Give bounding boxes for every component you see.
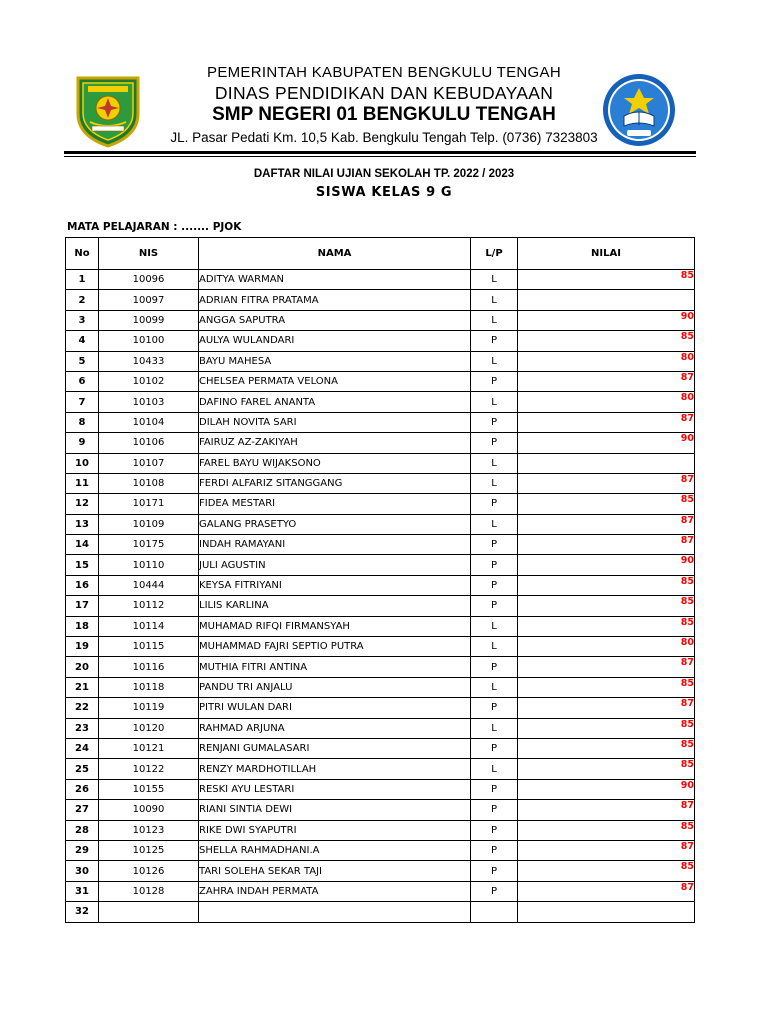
cell-no: 9 xyxy=(66,433,99,453)
cell-nis: 10171 xyxy=(99,494,199,514)
cell-no: 13 xyxy=(66,514,99,534)
cell-lp: P xyxy=(471,657,518,677)
cell-lp: L xyxy=(471,310,518,330)
cell-nis: 10104 xyxy=(99,412,199,432)
cell-nama: FERDI ALFARIZ SITANGGANG xyxy=(199,473,471,493)
government-name: PEMERINTAH KABUPATEN BENGKULU TENGAH xyxy=(207,64,561,81)
cell-nis: 10444 xyxy=(99,575,199,595)
cell-nis: 10108 xyxy=(99,473,199,493)
cell-nilai: 85 xyxy=(518,861,695,881)
cell-nama: PITRI WULAN DARI xyxy=(199,698,471,718)
cell-nama: LILIS KARLINA xyxy=(199,596,471,616)
cell-nilai xyxy=(518,902,695,922)
cell-no: 26 xyxy=(66,779,99,799)
table-row xyxy=(66,616,695,636)
table-row xyxy=(66,698,695,718)
cell-nama: JULI AGUSTIN xyxy=(199,555,471,575)
department-name: DINAS PENDIDIKAN DAN KEBUDAYAAN xyxy=(214,83,554,103)
cell-nis xyxy=(99,902,199,922)
cell-nilai: 87 xyxy=(518,840,695,860)
document-subtitle: SISWA KELAS 9 G xyxy=(315,185,453,200)
cell-no: 25 xyxy=(66,759,99,779)
cell-lp: P xyxy=(471,800,518,820)
cell-lp: P xyxy=(471,779,518,799)
cell-no: 14 xyxy=(66,535,99,555)
table-row xyxy=(66,575,695,595)
cell-nilai: 85 xyxy=(518,331,695,351)
cell-nama: FIDEA MESTARI xyxy=(199,494,471,514)
cell-no: 20 xyxy=(66,657,99,677)
table-body xyxy=(66,270,695,923)
cell-no: 2 xyxy=(66,290,99,310)
cell-nama: FAIRUZ AZ-ZAKIYAH xyxy=(199,433,471,453)
table-row xyxy=(66,433,695,453)
table-row xyxy=(66,820,695,840)
subject-line: MATA PELAJARAN : ....... PJOK xyxy=(67,221,242,233)
header-nis: NIS xyxy=(99,238,199,270)
table-row xyxy=(66,331,695,351)
cell-lp: L xyxy=(471,637,518,657)
cell-nama: CHELSEA PERMATA VELONA xyxy=(199,371,471,391)
cell-nama: RENZY MARDHOTILLAH xyxy=(199,759,471,779)
cell-nis: 10122 xyxy=(99,759,199,779)
cell-nis: 10121 xyxy=(99,738,199,758)
table-row xyxy=(66,392,695,412)
cell-nilai: 87 xyxy=(518,473,695,493)
cell-nilai: 85 xyxy=(518,596,695,616)
cell-lp: P xyxy=(471,575,518,595)
cell-nama: ADRIAN FITRA PRATAMA xyxy=(199,290,471,310)
cell-nilai: 90 xyxy=(518,310,695,330)
cell-no: 24 xyxy=(66,738,99,758)
school-address: JL. Pasar Pedati Km. 10,5 Kab. Bengkulu Tengah Telp. (0736) 7323803 xyxy=(170,130,598,145)
cell-no: 21 xyxy=(66,677,99,697)
letterhead xyxy=(0,0,768,150)
cell-no: 28 xyxy=(66,820,99,840)
table-row xyxy=(66,902,695,922)
cell-lp: L xyxy=(471,290,518,310)
cell-nilai: 87 xyxy=(518,881,695,901)
cell-lp: P xyxy=(471,820,518,840)
table-row xyxy=(66,800,695,820)
cell-lp: P xyxy=(471,698,518,718)
table-row xyxy=(66,453,695,473)
table-row xyxy=(66,596,695,616)
table-row xyxy=(66,494,695,514)
cell-nama: BAYU MAHESA xyxy=(199,351,471,371)
cell-nama: FAREL BAYU WIJAKSONO xyxy=(199,453,471,473)
cell-nama: RAHMAD ARJUNA xyxy=(199,718,471,738)
cell-nilai: 85 xyxy=(518,494,695,514)
cell-nilai: 85 xyxy=(518,270,695,290)
cell-nama: INDAH RAMAYANI xyxy=(199,535,471,555)
cell-nilai: 87 xyxy=(518,800,695,820)
cell-no: 27 xyxy=(66,800,99,820)
table-row xyxy=(66,310,695,330)
cell-nis: 10109 xyxy=(99,514,199,534)
cell-nilai xyxy=(518,453,695,473)
cell-lp xyxy=(471,902,518,922)
cell-nis: 10125 xyxy=(99,840,199,860)
cell-nis: 10112 xyxy=(99,596,199,616)
cell-lp: P xyxy=(471,494,518,514)
cell-no: 30 xyxy=(66,861,99,881)
cell-lp: L xyxy=(471,759,518,779)
cell-nis: 10100 xyxy=(99,331,199,351)
cell-no: 5 xyxy=(66,351,99,371)
cell-nilai: 90 xyxy=(518,779,695,799)
cell-nilai: 85 xyxy=(518,820,695,840)
cell-no: 23 xyxy=(66,718,99,738)
cell-lp: L xyxy=(471,616,518,636)
cell-nama: ADITYA WARMAN xyxy=(199,270,471,290)
cell-nama: RIKE DWI SYAPUTRI xyxy=(199,820,471,840)
cell-no: 18 xyxy=(66,616,99,636)
cell-nilai: 87 xyxy=(518,657,695,677)
cell-nama: PANDU TRI ANJALU xyxy=(199,677,471,697)
cell-no: 12 xyxy=(66,494,99,514)
cell-nis: 10107 xyxy=(99,453,199,473)
cell-lp: P xyxy=(471,371,518,391)
table-row xyxy=(66,759,695,779)
cell-nilai: 87 xyxy=(518,698,695,718)
table-row xyxy=(66,738,695,758)
cell-lp: L xyxy=(471,351,518,371)
cell-lp: L xyxy=(471,473,518,493)
cell-no: 15 xyxy=(66,555,99,575)
cell-nis: 10115 xyxy=(99,637,199,657)
cell-no: 1 xyxy=(66,270,99,290)
cell-nis: 10155 xyxy=(99,779,199,799)
cell-nilai: 87 xyxy=(518,412,695,432)
cell-lp: L xyxy=(471,270,518,290)
cell-nis: 10433 xyxy=(99,351,199,371)
cell-nilai: 87 xyxy=(518,514,695,534)
cell-no: 11 xyxy=(66,473,99,493)
cell-nama xyxy=(199,902,471,922)
cell-nilai: 85 xyxy=(518,718,695,738)
school-name: SMP NEGERI 01 BENGKULU TENGAH xyxy=(212,104,556,125)
cell-nis: 10126 xyxy=(99,861,199,881)
cell-nama: SHELLA RAHMADHANI.A xyxy=(199,840,471,860)
cell-nama: MUHAMAD RIFQI FIRMANSYAH xyxy=(199,616,471,636)
header-no: No xyxy=(66,238,99,270)
cell-no: 7 xyxy=(66,392,99,412)
cell-nama: RIANI SINTIA DEWI xyxy=(199,800,471,820)
cell-lp: P xyxy=(471,881,518,901)
header-lp: L/P xyxy=(471,238,518,270)
cell-lp: P xyxy=(471,555,518,575)
cell-nis: 10128 xyxy=(99,881,199,901)
header-nilai: NILAI xyxy=(518,238,695,270)
table-row xyxy=(66,840,695,860)
cell-nis: 10090 xyxy=(99,800,199,820)
table-header-row xyxy=(66,238,695,270)
table-row xyxy=(66,779,695,799)
cell-nilai: 80 xyxy=(518,637,695,657)
table-row xyxy=(66,535,695,555)
letterhead-rule-thick xyxy=(64,151,696,154)
cell-nis: 10099 xyxy=(99,310,199,330)
cell-lp: P xyxy=(471,861,518,881)
cell-no: 8 xyxy=(66,412,99,432)
table-row xyxy=(66,637,695,657)
cell-nilai: 85 xyxy=(518,575,695,595)
cell-no: 31 xyxy=(66,881,99,901)
cell-nis: 10116 xyxy=(99,657,199,677)
cell-nilai: 85 xyxy=(518,759,695,779)
cell-no: 17 xyxy=(66,596,99,616)
cell-no: 6 xyxy=(66,371,99,391)
table-row xyxy=(66,514,695,534)
cell-lp: L xyxy=(471,677,518,697)
cell-lp: P xyxy=(471,331,518,351)
cell-lp: P xyxy=(471,433,518,453)
cell-nilai: 87 xyxy=(518,535,695,555)
cell-nis: 10103 xyxy=(99,392,199,412)
cell-nilai: 90 xyxy=(518,555,695,575)
header-nama: NAMA xyxy=(199,238,471,270)
cell-nis: 10119 xyxy=(99,698,199,718)
cell-no: 32 xyxy=(66,902,99,922)
cell-nilai: 80 xyxy=(518,351,695,371)
cell-no: 19 xyxy=(66,637,99,657)
table-row xyxy=(66,677,695,697)
cell-nis: 10175 xyxy=(99,535,199,555)
table-row xyxy=(66,270,695,290)
table-row xyxy=(66,657,695,677)
cell-nilai: 85 xyxy=(518,738,695,758)
table-row xyxy=(66,718,695,738)
cell-no: 29 xyxy=(66,840,99,860)
cell-nis: 10120 xyxy=(99,718,199,738)
cell-lp: P xyxy=(471,596,518,616)
cell-no: 4 xyxy=(66,331,99,351)
cell-nama: DILAH NOVITA SARI xyxy=(199,412,471,432)
cell-nis: 10102 xyxy=(99,371,199,391)
cell-nilai: 80 xyxy=(518,392,695,412)
cell-nama: AULYA WULANDARI xyxy=(199,331,471,351)
cell-nama: ANGGA SAPUTRA xyxy=(199,310,471,330)
table-row xyxy=(66,412,695,432)
cell-nis: 10106 xyxy=(99,433,199,453)
cell-lp: P xyxy=(471,535,518,555)
cell-lp: P xyxy=(471,840,518,860)
cell-nama: MUTHIA FITRI ANTINA xyxy=(199,657,471,677)
cell-nis: 10118 xyxy=(99,677,199,697)
cell-nama: KEYSA FITRIYANI xyxy=(199,575,471,595)
cell-nama: RESKI AYU LESTARI xyxy=(199,779,471,799)
table-row xyxy=(66,473,695,493)
cell-lp: L xyxy=(471,392,518,412)
cell-no: 3 xyxy=(66,310,99,330)
table-row xyxy=(66,290,695,310)
cell-nis: 10110 xyxy=(99,555,199,575)
cell-lp: L xyxy=(471,718,518,738)
letterhead-rule-thin xyxy=(64,156,696,157)
cell-nilai: 85 xyxy=(518,616,695,636)
cell-lp: L xyxy=(471,453,518,473)
cell-nama: ZAHRA INDAH PERMATA xyxy=(199,881,471,901)
cell-nama: TARI SOLEHA SEKAR TAJI xyxy=(199,861,471,881)
cell-nis: 10097 xyxy=(99,290,199,310)
cell-lp: P xyxy=(471,738,518,758)
cell-nama: GALANG PRASETYO xyxy=(199,514,471,534)
table-row xyxy=(66,555,695,575)
cell-nilai xyxy=(518,290,695,310)
cell-nama: MUHAMMAD FAJRI SEPTIO PUTRA xyxy=(199,637,471,657)
cell-nilai: 90 xyxy=(518,433,695,453)
cell-nama: RENJANI GUMALASARI xyxy=(199,738,471,758)
cell-nis: 10114 xyxy=(99,616,199,636)
cell-lp: P xyxy=(471,412,518,432)
table-row xyxy=(66,881,695,901)
cell-nilai: 87 xyxy=(518,371,695,391)
table-row xyxy=(66,351,695,371)
cell-nilai: 85 xyxy=(518,677,695,697)
cell-no: 16 xyxy=(66,575,99,595)
cell-lp: L xyxy=(471,514,518,534)
document-title: DAFTAR NILAI UJIAN SEKOLAH TP. 2022 / 2023 xyxy=(253,168,515,180)
table-row xyxy=(66,861,695,881)
grades-table xyxy=(65,237,695,923)
cell-no: 10 xyxy=(66,453,99,473)
cell-nama: DAFINO FAREL ANANTA xyxy=(199,392,471,412)
tut-wuri-handayani-emblem-icon xyxy=(600,70,678,150)
table-row xyxy=(66,371,695,391)
cell-no: 22 xyxy=(66,698,99,718)
cell-nis: 10096 xyxy=(99,270,199,290)
cell-nis: 10123 xyxy=(99,820,199,840)
